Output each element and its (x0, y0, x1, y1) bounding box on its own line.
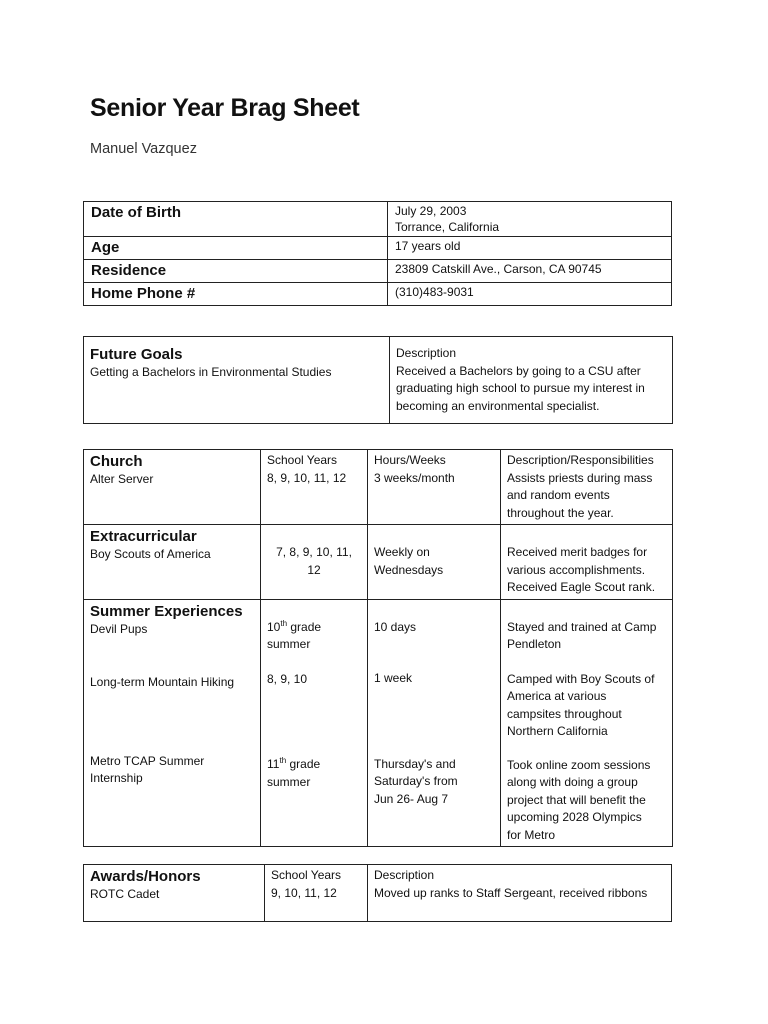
personal-info-table (83, 201, 672, 306)
church-hours-cell (368, 450, 501, 525)
school-years-label: School Years (271, 868, 342, 882)
extracurricular-years-cell (261, 525, 368, 600)
future-goals-table (83, 336, 673, 424)
awards-description-cell (368, 865, 672, 922)
church-role: Alter Server (90, 472, 154, 486)
church-hours: 3 weeks/month (374, 470, 455, 485)
summer-row (84, 599, 673, 847)
church-cell (84, 450, 261, 525)
extracurricular-hours: Wednesdays (374, 562, 444, 577)
goals-description-line: becoming an environmental specialist. (396, 398, 600, 413)
summer-item-description: Took online zoom sessions (507, 757, 651, 772)
extracurricular-description-line: various accomplishments. (507, 562, 646, 577)
church-row (84, 450, 673, 525)
awards-description: Moved up ranks to Staff Sergeant, received ribbons (374, 885, 648, 900)
goals-description-line: Received a Bachelors by going to a CSU after (396, 363, 641, 378)
church-description-cell (501, 450, 673, 525)
summer-item-description: along with doing a group (507, 775, 638, 789)
dob-label: Date of Birth (84, 202, 388, 237)
goals-description-line: graduating high school to pursue my interest in (396, 381, 645, 395)
summer-item-description: campsites throughout (507, 706, 622, 721)
summer-item-role: Long-term Mountain Hiking (90, 675, 235, 689)
goals-description-label: Description (396, 346, 457, 360)
goals-heading: Future Goals (90, 346, 183, 363)
school-years-label: School Years (267, 453, 338, 467)
summer-item-hours: 10 days (374, 619, 417, 634)
summer-years-cell (261, 599, 368, 847)
summer-cell (84, 599, 261, 847)
summer-item-description: Stayed and trained at Camp (507, 619, 657, 634)
dob-place: Torrance, California (395, 220, 500, 234)
summer-item-role: Internship (90, 771, 143, 785)
summer-item-hours: Saturday's from (374, 774, 458, 788)
residence-label: Residence (84, 260, 388, 283)
extracurricular-years: 7, 8, 9, 10, 11, (276, 545, 352, 559)
summer-item-years: 11th grade (267, 756, 321, 771)
church-description-line: and random events (507, 488, 610, 502)
student-name: Manuel Vazquez (90, 141, 197, 157)
summer-item-role: Devil Pups (90, 621, 148, 636)
age-label: Age (84, 237, 388, 260)
dob-value (388, 202, 672, 237)
awards-years-cell (265, 865, 368, 922)
awards-role: ROTC Cadet (90, 887, 160, 901)
church-years: 8, 9, 10, 11, 12 (267, 470, 347, 485)
extracurricular-description-line: Received merit badges for (507, 545, 648, 559)
description-label: Description/Responsibilities (507, 453, 654, 467)
goals-cell (84, 337, 390, 424)
awards-cell (84, 865, 265, 922)
awards-table (83, 864, 672, 922)
extracurricular-cell (84, 525, 261, 600)
summer-item-description: for Metro (507, 827, 556, 842)
summer-item-years: 10th grade (267, 618, 322, 634)
summer-description-cell (501, 599, 673, 847)
summer-item-years: 8, 9, 10 (267, 671, 308, 686)
church-description-line: Assists priests during mass (507, 470, 653, 485)
extracurricular-hours-cell (368, 525, 501, 600)
phone-label: Home Phone # (84, 283, 388, 306)
residence-value: 23809 Catskill Ave., Carson, CA 90745 (388, 260, 672, 283)
goal-text: Getting a Bachelors in Environmental Studies (90, 365, 332, 379)
page-title: Senior Year Brag Sheet (90, 94, 360, 122)
hours-weeks-label: Hours/Weeks (374, 453, 446, 467)
summer-item-hours: Thursday's and (374, 756, 456, 771)
church-description-line: throughout the year. (507, 505, 614, 520)
activities-table (83, 449, 673, 847)
summer-heading: Summer Experiences (90, 602, 243, 620)
extracurricular-description-line: Received Eagle Scout rank. (507, 580, 656, 594)
awards-heading: Awards/Honors (90, 868, 201, 885)
dob-date: July 29, 2003 (395, 204, 467, 218)
extracurricular-row (84, 525, 673, 600)
summer-item-role: Metro TCAP Summer (90, 753, 205, 768)
summer-item-description: Camped with Boy Scouts of (507, 671, 655, 686)
summer-hours-cell (368, 599, 501, 847)
summer-item-hours: Jun 26- Aug 7 (374, 791, 449, 806)
extracurricular-hours: Weekly on (374, 545, 430, 559)
summer-item-description: upcoming 2028 Olympics (507, 810, 642, 824)
description-label: Description (374, 868, 435, 882)
summer-item-description: Northern California (507, 724, 608, 738)
summer-item-years: summer (267, 637, 311, 651)
church-heading: Church (90, 453, 143, 470)
summer-item-description: Pendleton (507, 637, 562, 651)
goals-description-cell (390, 337, 673, 424)
summer-item-years: summer (267, 774, 311, 789)
extracurricular-description-cell (501, 525, 673, 600)
extracurricular-role: Boy Scouts of America (90, 547, 211, 561)
summer-item-description: America at various (507, 689, 607, 703)
age-value: 17 years old (388, 237, 672, 260)
phone-value: (310)483-9031 (388, 283, 672, 306)
summer-item-description: project that will benefit the (507, 792, 646, 807)
awards-years: 9, 10, 11, 12 (271, 885, 337, 900)
extracurricular-heading: Extracurricular (90, 528, 197, 545)
extracurricular-years: 12 (307, 562, 321, 577)
summer-item-hours: 1 week (374, 671, 413, 685)
church-years-cell (261, 450, 368, 525)
